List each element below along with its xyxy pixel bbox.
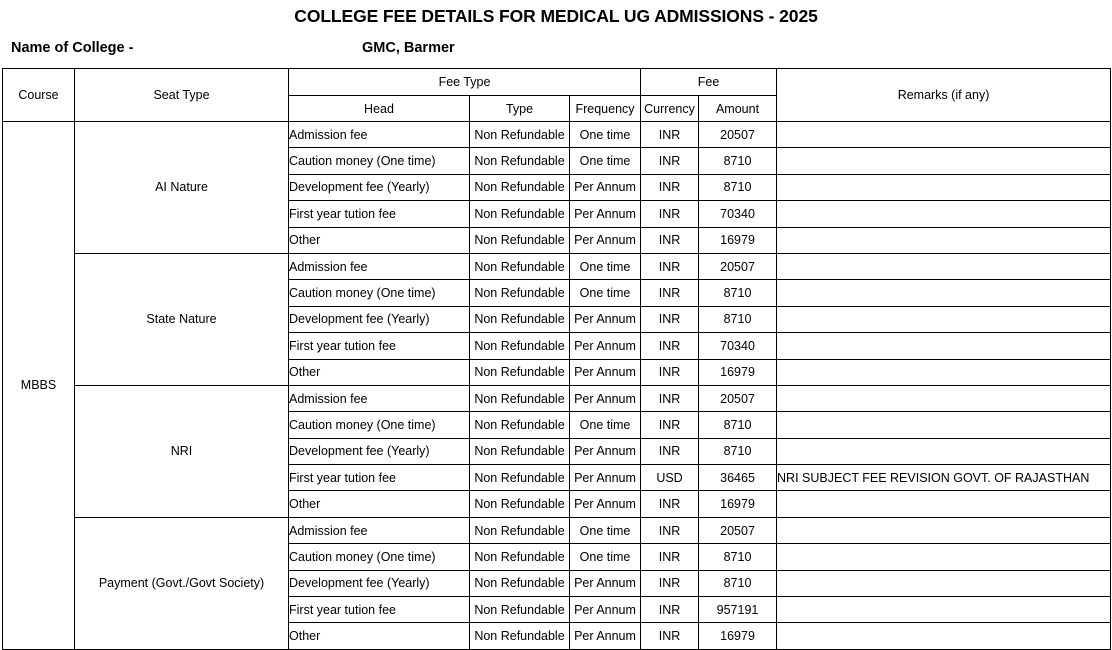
cell-fee-head: Admission fee — [289, 385, 470, 411]
table-header-row-1 — [3, 69, 1111, 96]
cell-remark — [777, 253, 1111, 279]
cell-remark — [777, 227, 1111, 253]
cell-amount: 8710 — [699, 544, 777, 570]
cell-fee-type: Non Refundable — [470, 201, 570, 227]
cell-fee-type: Non Refundable — [470, 333, 570, 359]
cell-amount: 16979 — [699, 359, 777, 385]
cell-fee-type: Non Refundable — [470, 148, 570, 174]
cell-fee-head: Other — [289, 491, 470, 517]
cell-fee-type: Non Refundable — [470, 280, 570, 306]
cell-remark — [777, 174, 1111, 200]
cell-amount: 20507 — [699, 253, 777, 279]
cell-currency: INR — [641, 280, 699, 306]
cell-frequency: One time — [570, 412, 641, 438]
cell-amount: 8710 — [699, 412, 777, 438]
cell-fee-head: Caution money (One time) — [289, 280, 470, 306]
cell-frequency: Per Annum — [570, 201, 641, 227]
table-header — [3, 69, 1111, 122]
cell-frequency: Per Annum — [570, 306, 641, 332]
cell-currency: INR — [641, 306, 699, 332]
cell-seat-type: NRI — [75, 385, 289, 517]
cell-fee-head: Caution money (One time) — [289, 148, 470, 174]
cell-course: MBBS — [3, 122, 75, 650]
cell-remark — [777, 438, 1111, 464]
cell-fee-head: Development fee (Yearly) — [289, 174, 470, 200]
cell-currency: INR — [641, 201, 699, 227]
cell-currency: INR — [641, 597, 699, 623]
cell-fee-type: Non Refundable — [470, 465, 570, 491]
cell-currency: INR — [641, 623, 699, 649]
cell-currency: INR — [641, 412, 699, 438]
cell-amount: 70340 — [699, 201, 777, 227]
cell-frequency: One time — [570, 122, 641, 148]
column-header-currency: Currency — [641, 96, 699, 122]
cell-currency: INR — [641, 174, 699, 200]
cell-seat-type: Payment (Govt./Govt Society) — [75, 517, 289, 649]
cell-fee-head: First year tution fee — [289, 201, 470, 227]
table-body — [3, 122, 1111, 650]
table-row — [3, 122, 1111, 148]
cell-amount: 70340 — [699, 333, 777, 359]
cell-frequency: Per Annum — [570, 385, 641, 411]
page-title: COLLEGE FEE DETAILS FOR MEDICAL UG ADMISSIONS - 2025 — [294, 6, 818, 26]
cell-fee-head: Admission fee — [289, 517, 470, 543]
cell-fee-head: Admission fee — [289, 122, 470, 148]
cell-currency: INR — [641, 517, 699, 543]
table-row — [3, 517, 1111, 543]
cell-amount: 16979 — [699, 491, 777, 517]
column-header-head: Head — [289, 96, 470, 122]
cell-fee-head: First year tution fee — [289, 465, 470, 491]
cell-frequency: Per Annum — [570, 227, 641, 253]
cell-amount: 8710 — [699, 570, 777, 596]
cell-currency: INR — [641, 253, 699, 279]
cell-currency: INR — [641, 333, 699, 359]
cell-amount: 8710 — [699, 280, 777, 306]
cell-remark — [777, 201, 1111, 227]
cell-frequency: One time — [570, 544, 641, 570]
cell-fee-type: Non Refundable — [470, 597, 570, 623]
cell-remark — [777, 570, 1111, 596]
column-header-type: Type — [470, 96, 570, 122]
cell-seat-type: State Nature — [75, 253, 289, 385]
cell-remark — [777, 333, 1111, 359]
college-name-line — [0, 40, 1112, 66]
cell-frequency: Per Annum — [570, 359, 641, 385]
cell-remark — [777, 517, 1111, 543]
cell-fee-type: Non Refundable — [470, 623, 570, 649]
column-header-course: Course — [3, 69, 75, 122]
cell-fee-type: Non Refundable — [470, 412, 570, 438]
cell-fee-type: Non Refundable — [470, 570, 570, 596]
cell-frequency: Per Annum — [570, 623, 641, 649]
cell-amount: 16979 — [699, 623, 777, 649]
cell-amount: 36465 — [699, 465, 777, 491]
cell-frequency: Per Annum — [570, 491, 641, 517]
cell-fee-type: Non Refundable — [470, 517, 570, 543]
cell-fee-head: Caution money (One time) — [289, 412, 470, 438]
cell-fee-head: First year tution fee — [289, 333, 470, 359]
cell-fee-head: Other — [289, 227, 470, 253]
cell-currency: INR — [641, 359, 699, 385]
cell-fee-head: Development fee (Yearly) — [289, 306, 470, 332]
cell-currency: INR — [641, 227, 699, 253]
cell-fee-type: Non Refundable — [470, 227, 570, 253]
cell-amount: 20507 — [699, 385, 777, 411]
cell-remark: NRI SUBJECT FEE REVISION GOVT. OF RAJASTHAN — [777, 465, 1111, 491]
cell-frequency: One time — [570, 280, 641, 306]
cell-fee-type: Non Refundable — [470, 544, 570, 570]
cell-remark — [777, 597, 1111, 623]
cell-frequency: Per Annum — [570, 597, 641, 623]
cell-fee-type: Non Refundable — [470, 122, 570, 148]
cell-fee-type: Non Refundable — [470, 491, 570, 517]
cell-remark — [777, 359, 1111, 385]
cell-currency: INR — [641, 570, 699, 596]
cell-remark — [777, 491, 1111, 517]
cell-amount: 8710 — [699, 174, 777, 200]
cell-fee-head: Admission fee — [289, 253, 470, 279]
column-header-amount: Amount — [699, 96, 777, 122]
cell-fee-type: Non Refundable — [470, 306, 570, 332]
cell-remark — [777, 385, 1111, 411]
cell-fee-head: First year tution fee — [289, 597, 470, 623]
college-name-value: GMC, Barmer — [362, 40, 455, 56]
cell-currency: INR — [641, 148, 699, 174]
table-row — [3, 253, 1111, 279]
column-header-seat-type: Seat Type — [75, 69, 289, 122]
cell-frequency: One time — [570, 517, 641, 543]
cell-currency: INR — [641, 491, 699, 517]
cell-fee-type: Non Refundable — [470, 385, 570, 411]
cell-fee-type: Non Refundable — [470, 359, 570, 385]
cell-fee-type: Non Refundable — [470, 438, 570, 464]
cell-fee-head: Caution money (One time) — [289, 544, 470, 570]
cell-frequency: One time — [570, 148, 641, 174]
table-row — [3, 385, 1111, 411]
cell-amount: 20507 — [699, 122, 777, 148]
cell-fee-head: Development fee (Yearly) — [289, 570, 470, 596]
cell-frequency: Per Annum — [570, 570, 641, 596]
cell-currency: INR — [641, 122, 699, 148]
column-header-frequency: Frequency — [570, 96, 641, 122]
cell-fee-head: Other — [289, 623, 470, 649]
cell-frequency: One time — [570, 253, 641, 279]
cell-frequency: Per Annum — [570, 333, 641, 359]
cell-amount: 8710 — [699, 438, 777, 464]
cell-remark — [777, 412, 1111, 438]
cell-amount: 8710 — [699, 148, 777, 174]
cell-currency: INR — [641, 438, 699, 464]
cell-fee-head: Development fee (Yearly) — [289, 438, 470, 464]
cell-currency: INR — [641, 544, 699, 570]
fee-details-table — [2, 68, 1111, 650]
column-header-remarks: Remarks (if any) — [777, 69, 1111, 122]
cell-frequency: Per Annum — [570, 438, 641, 464]
cell-remark — [777, 122, 1111, 148]
cell-frequency: Per Annum — [570, 465, 641, 491]
cell-amount: 957191 — [699, 597, 777, 623]
cell-fee-head: Other — [289, 359, 470, 385]
cell-seat-type: AI Nature — [75, 122, 289, 254]
cell-currency: USD — [641, 465, 699, 491]
cell-frequency: Per Annum — [570, 174, 641, 200]
cell-amount: 16979 — [699, 227, 777, 253]
cell-remark — [777, 280, 1111, 306]
cell-amount: 20507 — [699, 517, 777, 543]
column-group-header-fee: Fee — [641, 69, 777, 96]
column-group-header-fee-type: Fee Type — [289, 69, 641, 96]
cell-remark — [777, 306, 1111, 332]
cell-fee-type: Non Refundable — [470, 174, 570, 200]
cell-fee-type: Non Refundable — [470, 253, 570, 279]
cell-currency: INR — [641, 385, 699, 411]
college-name-label: Name of College - — [11, 40, 134, 56]
cell-amount: 8710 — [699, 306, 777, 332]
cell-remark — [777, 148, 1111, 174]
cell-remark — [777, 623, 1111, 649]
cell-remark — [777, 544, 1111, 570]
